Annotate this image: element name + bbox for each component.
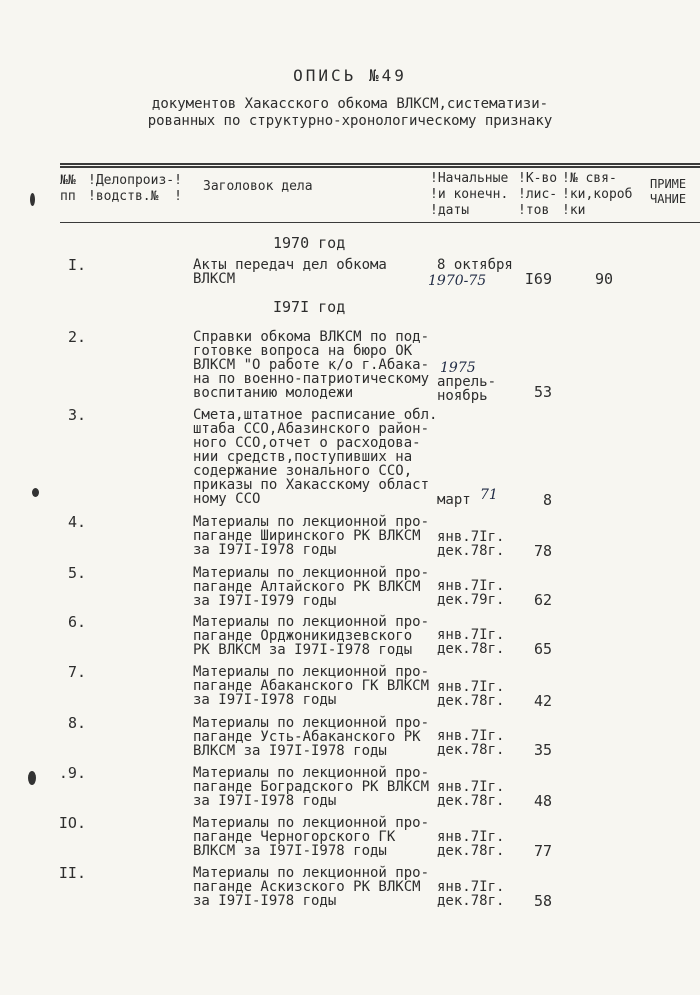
header-case-2: !водств.№ ! bbox=[88, 189, 182, 204]
row-title-line: ВЛКСМ за I97I-I978 годы bbox=[193, 843, 387, 859]
row-title-line: Акты передач дел обкома bbox=[193, 257, 387, 273]
row-dates-line: янв.7Iг. bbox=[437, 627, 505, 643]
punch-hole-mark bbox=[32, 488, 39, 497]
handwritten-annotation: 1970-75 bbox=[428, 273, 487, 289]
row-dates-line: янв.7Iг. bbox=[437, 779, 505, 795]
row-number: 7. bbox=[67, 663, 86, 681]
row-number: I. bbox=[67, 256, 86, 274]
row-title-line: Справки обкома ВЛКСМ по под- bbox=[193, 329, 430, 345]
row-title-line: Материалы по лекционной про- bbox=[193, 664, 430, 680]
punch-hole-mark bbox=[30, 193, 35, 206]
row-sheets-count: 8 bbox=[542, 491, 552, 509]
row-title-line: паганде Боградского РК ВЛКСМ bbox=[193, 779, 430, 795]
row-dates-line: апрель- bbox=[437, 374, 497, 390]
row-title-line: паганде Абаканского ГК ВЛКСМ bbox=[193, 678, 430, 694]
row-dates-line: янв.7Iг. bbox=[437, 829, 505, 845]
row-sheets-count: 42 bbox=[533, 692, 552, 710]
row-number: IO. bbox=[58, 814, 86, 832]
row-dates-line: янв.7Iг. bbox=[437, 529, 505, 545]
row-title-line: приказы по Хакасскому област bbox=[193, 477, 430, 493]
row-title-line: Материалы по лекционной про- bbox=[193, 765, 430, 781]
row-title-line: Материалы по лекционной про- bbox=[193, 565, 430, 581]
row-title-line: за I97I-I978 годы bbox=[193, 542, 337, 558]
row-dates-line: 8 октября bbox=[437, 257, 513, 273]
row-title-line: ВЛКСМ bbox=[193, 271, 236, 287]
row-dates-line: дек.78г. bbox=[437, 843, 505, 859]
row-title-line: за I97I-I978 годы bbox=[193, 793, 337, 809]
row-number: II. bbox=[58, 864, 86, 882]
row-title-line: воспитанию молодежи bbox=[193, 385, 354, 401]
row-dates-line: янв.7Iг. bbox=[437, 879, 505, 895]
row-title-line: паганде Орджоникидзевского bbox=[193, 628, 413, 644]
document-title: ОПИСЬ №49 bbox=[293, 66, 407, 85]
row-dates-line: дек.78г. bbox=[437, 793, 505, 809]
header-title: Заголовок дела bbox=[203, 179, 313, 194]
header-case-1: !Делопроиз-! bbox=[88, 173, 182, 188]
header-dates-2: !и конечн. bbox=[430, 187, 509, 202]
row-dates-line: ноябрь bbox=[437, 388, 488, 404]
row-sheets-count: I69 bbox=[524, 270, 552, 288]
row-title-line: Материалы по лекционной про- bbox=[193, 614, 430, 630]
handwritten-annotation: 1975 bbox=[440, 360, 476, 376]
header-num-1: №№ bbox=[60, 173, 76, 188]
header-box-2: !ки,короб bbox=[562, 187, 633, 202]
row-number: 4. bbox=[67, 513, 86, 531]
header-sheets-3: !тов bbox=[518, 203, 550, 218]
header-top-rule bbox=[60, 163, 700, 165]
row-title-line: паганде Ширинского РК ВЛКСМ bbox=[193, 528, 421, 544]
document-subtitle-line-2: рованных по структурно-хронологическому признаку bbox=[147, 113, 553, 129]
row-dates-line: дек.78г. bbox=[437, 543, 505, 559]
handwritten-annotation: 71 bbox=[480, 487, 498, 503]
row-title-line: за I97I-I979 годы bbox=[193, 593, 337, 609]
document-subtitle-line-1: документов Хакасского обкома ВЛКСМ,систематизи- bbox=[151, 96, 549, 112]
header-top-rule-2 bbox=[60, 166, 700, 168]
row-title-line: ВЛКСМ за I97I-I978 годы bbox=[193, 743, 387, 759]
row-number: 8. bbox=[67, 714, 86, 732]
row-dates-line: дек.78г. bbox=[437, 641, 505, 657]
row-number: 5. bbox=[67, 564, 86, 582]
row-number: .9. bbox=[58, 764, 86, 782]
section-year-1970: 1970 год bbox=[273, 234, 346, 252]
header-notes-1: ПРИМЕ bbox=[650, 177, 687, 191]
row-title-line: Материалы по лекционной про- bbox=[193, 514, 430, 530]
header-box-1: !№ свя- bbox=[562, 171, 617, 186]
header-bottom-rule bbox=[60, 222, 700, 223]
row-title-line: ному ССО bbox=[193, 491, 261, 507]
row-dates-line: дек.78г. bbox=[437, 693, 505, 709]
header-notes-2: ЧАНИЕ bbox=[650, 192, 687, 206]
row-number: 2. bbox=[67, 328, 86, 346]
row-title-line: за I97I-I978 годы bbox=[193, 692, 337, 708]
row-box-number: 90 bbox=[595, 270, 614, 288]
header-box-3: !ки bbox=[562, 203, 586, 218]
row-sheets-count: 48 bbox=[533, 792, 552, 810]
row-dates-line: дек.79г. bbox=[437, 592, 505, 608]
row-dates-line: март bbox=[437, 492, 471, 508]
row-title-line: ного ССО,отчет о расходова- bbox=[193, 435, 421, 451]
row-title-line: паганде Черногорского ГК bbox=[193, 829, 396, 845]
row-title-line: Материалы по лекционной про- bbox=[193, 865, 430, 881]
row-sheets-count: 58 bbox=[533, 892, 552, 910]
header-sheets-1: !К-во bbox=[518, 171, 558, 186]
punch-hole-mark bbox=[28, 771, 36, 785]
row-sheets-count: 62 bbox=[533, 591, 552, 609]
row-sheets-count: 65 bbox=[533, 640, 552, 658]
row-sheets-count: 77 bbox=[533, 842, 552, 860]
row-title-line: на по военно-патриотическому bbox=[193, 371, 430, 387]
row-title-line: готовке вопроса на бюро ОК bbox=[193, 343, 413, 359]
row-dates-line: янв.7Iг. bbox=[437, 679, 505, 695]
row-number: 3. bbox=[67, 406, 86, 424]
row-title-line: Материалы по лекционной про- bbox=[193, 815, 430, 831]
header-sheets-2: !лис- bbox=[518, 187, 558, 202]
row-dates-line: дек.78г. bbox=[437, 742, 505, 758]
row-dates-line: янв.7Iг. bbox=[437, 728, 505, 744]
row-title-line: паганде Аскизского РК ВЛКСМ bbox=[193, 879, 421, 895]
row-title-line: паганде Усть-Абаканского РК bbox=[193, 729, 421, 745]
header-dates-3: !даты bbox=[430, 203, 470, 218]
row-title-line: содержание зонального ССО, bbox=[193, 463, 413, 479]
row-title-line: паганде Алтайского РК ВЛКСМ bbox=[193, 579, 421, 595]
row-title-line: РК ВЛКСМ за I97I-I978 годы bbox=[193, 642, 413, 658]
header-num-2: пп bbox=[60, 189, 76, 204]
row-title-line: нии средств,поступивших на bbox=[193, 449, 413, 465]
row-title-line: Материалы по лекционной про- bbox=[193, 715, 430, 731]
row-sheets-count: 35 bbox=[533, 741, 552, 759]
row-dates-line: янв.7Iг. bbox=[437, 578, 505, 594]
row-title-line: за I97I-I978 годы bbox=[193, 893, 337, 909]
row-dates-line: дек.78г. bbox=[437, 893, 505, 909]
row-sheets-count: 53 bbox=[533, 383, 552, 401]
section-year-1971: I97I год bbox=[273, 298, 346, 316]
row-number: 6. bbox=[67, 613, 86, 631]
header-dates-1: !Начальные bbox=[430, 171, 509, 186]
row-sheets-count: 78 bbox=[533, 542, 552, 560]
row-title-line: штаба ССО,Абазинского район- bbox=[193, 421, 430, 437]
row-title-line: Смета,штатное расписание обл. bbox=[193, 407, 438, 423]
row-title-line: ВЛКСМ "О работе к/о г.Абака- bbox=[193, 357, 430, 373]
